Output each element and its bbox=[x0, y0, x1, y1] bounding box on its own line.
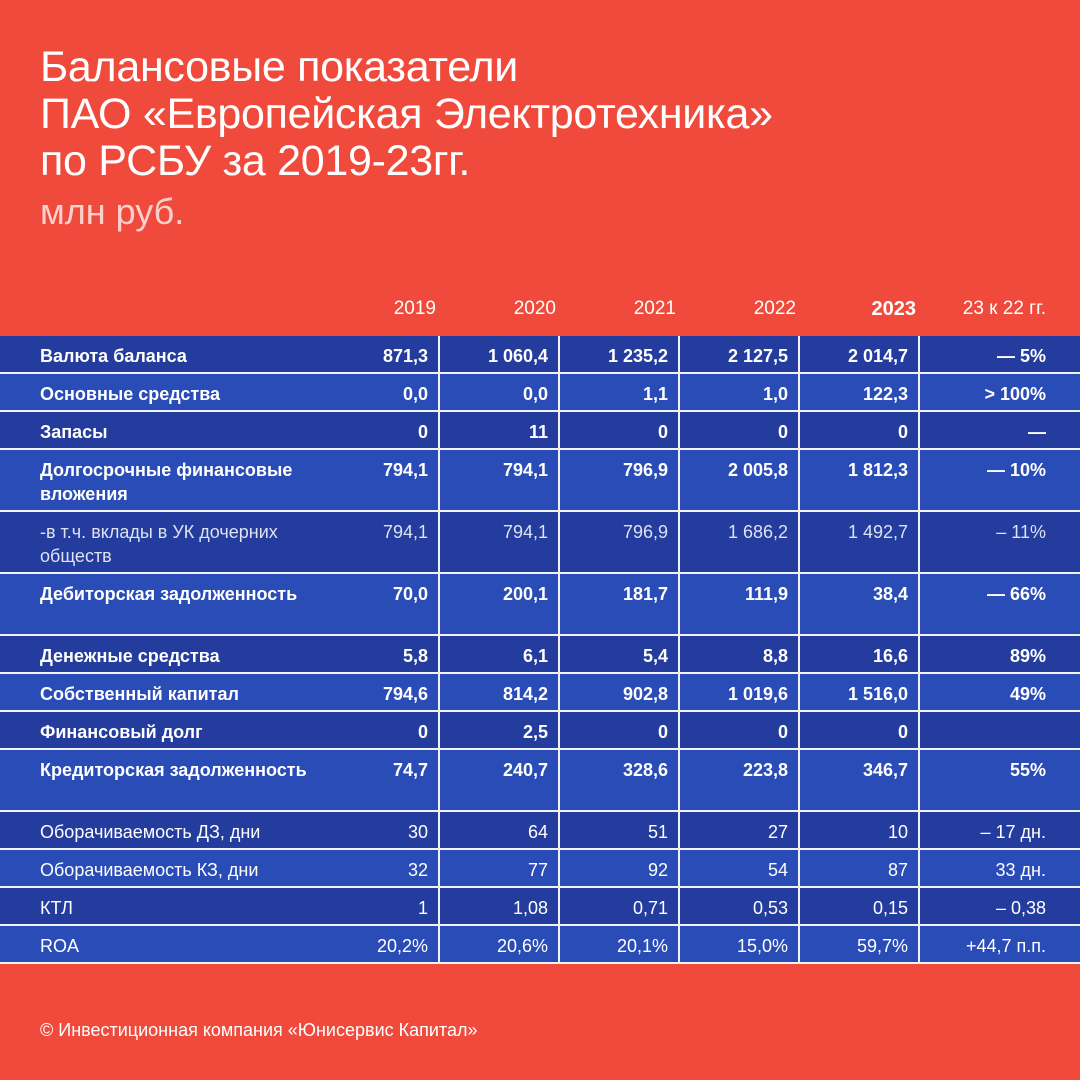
value-cell-2021: 0 bbox=[560, 412, 678, 448]
value-cell-2020: 64 bbox=[440, 812, 558, 848]
value-cell-2019: 794,1 bbox=[320, 450, 438, 510]
value-cell-2021: 1,1 bbox=[560, 374, 678, 410]
value-cell-2022: 27 bbox=[680, 812, 798, 848]
value-cell-2023: 0,15 bbox=[800, 888, 918, 924]
change-cell: — bbox=[920, 412, 1080, 448]
value-cell-2023: 87 bbox=[800, 850, 918, 886]
change-cell bbox=[920, 712, 1080, 748]
value-cell-2022: 0 bbox=[680, 412, 798, 448]
change-cell: – 17 дн. bbox=[920, 812, 1080, 848]
table-row bbox=[0, 512, 1080, 574]
change-cell: — 5% bbox=[920, 336, 1080, 372]
value-cell-2023: 1 812,3 bbox=[800, 450, 918, 510]
row-label: -в т.ч. вклады в УК дочерних обществ bbox=[0, 512, 320, 572]
value-cell-2021: 20,1% bbox=[560, 926, 678, 962]
page-title bbox=[40, 44, 773, 185]
table-row bbox=[0, 674, 1080, 712]
value-cell-2021: 181,7 bbox=[560, 574, 678, 634]
change-cell: 33 дн. bbox=[920, 850, 1080, 886]
value-cell-2020: 794,1 bbox=[440, 512, 558, 572]
value-cell-2022: 2 127,5 bbox=[680, 336, 798, 372]
column-header-2020: 2020 bbox=[513, 298, 556, 319]
value-cell-2019: 32 bbox=[320, 850, 438, 886]
value-cell-2021: 328,6 bbox=[560, 750, 678, 810]
value-cell-2021: 92 bbox=[560, 850, 678, 886]
copyright-footer: © Инвестиционная компания «Юнисервис Капитал» bbox=[40, 1020, 478, 1040]
value-cell-2019: 74,7 bbox=[320, 750, 438, 810]
value-cell-2019: 794,6 bbox=[320, 674, 438, 710]
value-cell-2023: 10 bbox=[800, 812, 918, 848]
column-header-2019: 2019 bbox=[393, 298, 436, 319]
value-cell-2019: 794,1 bbox=[320, 512, 438, 572]
table-row bbox=[0, 336, 1080, 374]
table-row bbox=[0, 574, 1080, 636]
value-cell-2022: 15,0% bbox=[680, 926, 798, 962]
table-row bbox=[0, 750, 1080, 812]
value-cell-2021: 796,9 bbox=[560, 512, 678, 572]
row-label: Собственный капитал bbox=[0, 674, 320, 710]
table-row bbox=[0, 926, 1080, 964]
change-cell: 49% bbox=[920, 674, 1080, 710]
value-cell-2023: 2 014,7 bbox=[800, 336, 918, 372]
row-label: Запасы bbox=[0, 412, 320, 448]
value-cell-2022: 0,53 bbox=[680, 888, 798, 924]
title-line-2: ПАО «Европейская Электротехника» bbox=[40, 90, 773, 138]
value-cell-2020: 1,08 bbox=[440, 888, 558, 924]
table-row bbox=[0, 812, 1080, 850]
column-header-change: 23 к 22 гг. bbox=[962, 298, 1046, 319]
row-label: ROA bbox=[0, 926, 320, 962]
value-cell-2022: 2 005,8 bbox=[680, 450, 798, 510]
row-label: Финансовый долг bbox=[0, 712, 320, 748]
value-cell-2020: 6,1 bbox=[440, 636, 558, 672]
table-row bbox=[0, 636, 1080, 674]
column-header-2023: 2023 bbox=[871, 298, 916, 320]
value-cell-2020: 11 bbox=[440, 412, 558, 448]
column-header-2022: 2022 bbox=[753, 298, 796, 319]
change-cell: 55% bbox=[920, 750, 1080, 810]
row-label: Долгосрочные финансовые вложения bbox=[0, 450, 320, 510]
value-cell-2023: 0 bbox=[800, 712, 918, 748]
value-cell-2020: 20,6% bbox=[440, 926, 558, 962]
value-cell-2021: 0,71 bbox=[560, 888, 678, 924]
change-cell: > 100% bbox=[920, 374, 1080, 410]
value-cell-2019: 0,0 bbox=[320, 374, 438, 410]
value-cell-2020: 2,5 bbox=[440, 712, 558, 748]
table-row bbox=[0, 412, 1080, 450]
value-cell-2021: 1 235,2 bbox=[560, 336, 678, 372]
value-cell-2022: 8,8 bbox=[680, 636, 798, 672]
change-cell: – 0,38 bbox=[920, 888, 1080, 924]
unit-label: млн руб. bbox=[40, 191, 185, 232]
value-cell-2022: 1 019,6 bbox=[680, 674, 798, 710]
table-row bbox=[0, 450, 1080, 512]
value-cell-2022: 0 bbox=[680, 712, 798, 748]
table-row bbox=[0, 850, 1080, 888]
value-cell-2022: 223,8 bbox=[680, 750, 798, 810]
value-cell-2022: 54 bbox=[680, 850, 798, 886]
balance-table bbox=[0, 336, 1080, 964]
value-cell-2019: 5,8 bbox=[320, 636, 438, 672]
value-cell-2019: 871,3 bbox=[320, 336, 438, 372]
value-cell-2020: 1 060,4 bbox=[440, 336, 558, 372]
value-cell-2019: 70,0 bbox=[320, 574, 438, 634]
value-cell-2023: 1 516,0 bbox=[800, 674, 918, 710]
table-row bbox=[0, 712, 1080, 750]
value-cell-2022: 1 686,2 bbox=[680, 512, 798, 572]
value-cell-2019: 0 bbox=[320, 412, 438, 448]
change-cell: +44,7 п.п. bbox=[920, 926, 1080, 962]
row-label: Дебиторская задолженность bbox=[0, 574, 320, 634]
value-cell-2020: 240,7 bbox=[440, 750, 558, 810]
change-cell: — 66% bbox=[920, 574, 1080, 634]
value-cell-2022: 1,0 bbox=[680, 374, 798, 410]
value-cell-2022: 111,9 bbox=[680, 574, 798, 634]
value-cell-2023: 122,3 bbox=[800, 374, 918, 410]
value-cell-2019: 0 bbox=[320, 712, 438, 748]
value-cell-2020: 794,1 bbox=[440, 450, 558, 510]
change-cell: – 11% bbox=[920, 512, 1080, 572]
title-line-3: по РСБУ за 2019-23гг. bbox=[40, 137, 471, 185]
value-cell-2023: 0 bbox=[800, 412, 918, 448]
table-row bbox=[0, 888, 1080, 926]
value-cell-2020: 0,0 bbox=[440, 374, 558, 410]
row-label: КТЛ bbox=[0, 888, 320, 924]
value-cell-2019: 30 bbox=[320, 812, 438, 848]
row-label: Основные средства bbox=[0, 374, 320, 410]
value-cell-2020: 200,1 bbox=[440, 574, 558, 634]
value-cell-2021: 796,9 bbox=[560, 450, 678, 510]
value-cell-2020: 814,2 bbox=[440, 674, 558, 710]
change-cell: 89% bbox=[920, 636, 1080, 672]
value-cell-2021: 51 bbox=[560, 812, 678, 848]
column-header-2021: 2021 bbox=[633, 298, 676, 319]
value-cell-2023: 38,4 bbox=[800, 574, 918, 634]
value-cell-2023: 346,7 bbox=[800, 750, 918, 810]
value-cell-2020: 77 bbox=[440, 850, 558, 886]
value-cell-2023: 16,6 bbox=[800, 636, 918, 672]
value-cell-2023: 59,7% bbox=[800, 926, 918, 962]
row-label: Кредиторская задолженность bbox=[0, 750, 320, 810]
row-label: Денежные средства bbox=[0, 636, 320, 672]
change-cell: — 10% bbox=[920, 450, 1080, 510]
value-cell-2019: 20,2% bbox=[320, 926, 438, 962]
row-label: Оборачиваемость КЗ, дни bbox=[0, 850, 320, 886]
table-header bbox=[0, 290, 1080, 328]
row-label: Валюта баланса bbox=[0, 336, 320, 372]
table-row bbox=[0, 374, 1080, 412]
value-cell-2021: 902,8 bbox=[560, 674, 678, 710]
value-cell-2021: 5,4 bbox=[560, 636, 678, 672]
value-cell-2023: 1 492,7 bbox=[800, 512, 918, 572]
value-cell-2021: 0 bbox=[560, 712, 678, 748]
title-line-1: Балансовые показатели bbox=[40, 43, 518, 91]
value-cell-2019: 1 bbox=[320, 888, 438, 924]
row-label: Оборачиваемость ДЗ, дни bbox=[0, 812, 320, 848]
